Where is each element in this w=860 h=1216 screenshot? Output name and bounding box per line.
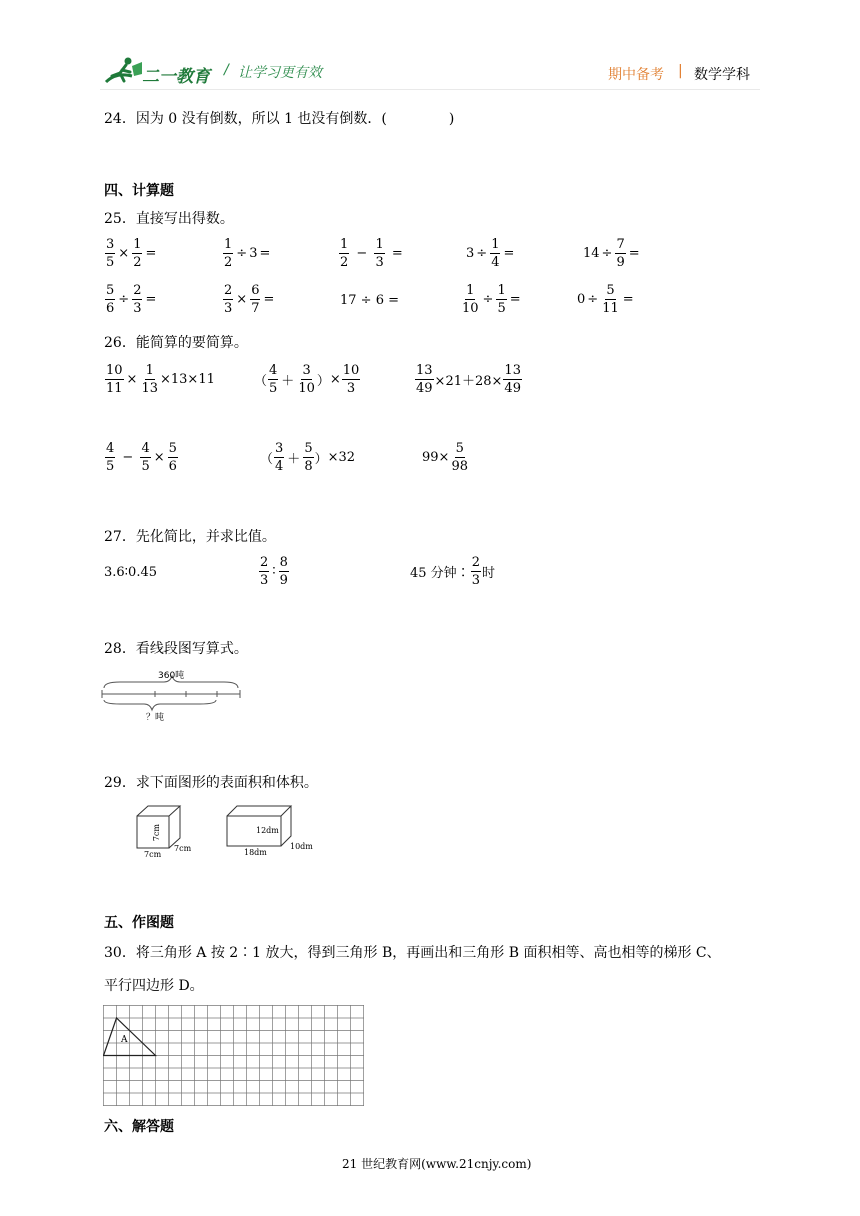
q27-expr-1: 3.6∶0.45: [104, 565, 158, 580]
runner-logo-icon: [102, 56, 144, 88]
box-figure: [224, 802, 324, 862]
question-30-line-1: 30．将三角形 A 按 2∶1 放大，得到三角形 B，再画出和三角形 B 面积相等、高也相等的梯形 C、: [104, 945, 721, 961]
q27-expr-3: 45 分钟∶ $\frac{2}{3}$ 时: [410, 555, 495, 588]
cube-front-label: 7cm: [144, 850, 162, 859]
box-height-label: 12dm: [256, 826, 279, 835]
cube-figure: [134, 802, 204, 862]
q25-expr-3: $\frac{1}{2}$ − $\frac{1}{3}$ =: [340, 237, 403, 270]
header-rule: [100, 89, 760, 90]
slogan: 让学习更有效: [238, 65, 322, 81]
question-24-text: 24．因为 0 没有倒数，所以 1 也没有倒数．(: [104, 111, 387, 127]
header: [100, 56, 760, 90]
logo-text: 二一教育: [142, 67, 210, 87]
q26-e1-tail: ×13×11: [160, 372, 215, 387]
q26-expr-5: （ $\frac{3}{4}$ ＋ $\frac{5}{8}$ ） ×32: [260, 441, 356, 474]
section-6-title: 六、解答题: [104, 1119, 174, 1135]
exam-tag: 期中备考: [608, 67, 664, 83]
question-27-title: 27．先化简比，并求比值。: [104, 529, 276, 545]
section-4-title: 四、计算题: [104, 183, 174, 199]
q27-e3-tail: 时: [481, 566, 495, 581]
q27-e3-head: 45 分钟∶: [410, 566, 470, 581]
question-28-title: 28．看线段图写算式。: [104, 641, 248, 657]
q25-expr-2: $\frac{1}{2}$ ÷ 3 =: [224, 237, 271, 270]
subject-label: 数学学科: [694, 67, 750, 83]
q25-expr-6: $\frac{5}{6}$ ÷ $\frac{2}{3}$ =: [106, 283, 157, 316]
header-divider: |: [678, 63, 683, 79]
question-30-line-2: 平行四边形 D。: [104, 978, 204, 994]
cube-side-label: 7cm: [174, 844, 192, 853]
q25-expr-4: 3 ÷ $\frac{1}{4}$ =: [466, 237, 515, 270]
diagram-top-label: 360吨: [158, 671, 185, 681]
cube-height-label: 7cm: [152, 824, 161, 842]
line-segment-diagram: [100, 668, 245, 724]
q25-expr-1: $\frac{3}{5}$ × $\frac{1}{2}$ =: [106, 237, 157, 270]
box-width-label: 10dm: [290, 842, 313, 851]
footer-text: 21 世纪教育网(www.21cnjy.com): [342, 1157, 532, 1171]
question-26-title: 26．能简算的要简算。: [104, 335, 248, 351]
q26-expr-3: $\frac{13}{49}$ ×21＋28× $\frac{13}{49}$: [416, 363, 521, 396]
question-24: [104, 108, 454, 128]
q25-expr-8: 17 ÷ 6 =: [340, 293, 399, 308]
slogan-divider: /: [224, 62, 229, 78]
q26-expr-2: （ $\frac{4}{5}$ ＋ $\frac{3}{10}$ ） × $\frac{10}{3}$: [254, 363, 360, 396]
q26-e3-mid: ×21＋28×: [434, 374, 503, 389]
box-length-label: 18dm: [244, 848, 267, 857]
q25-expr-5: 14 ÷ $\frac{7}{9}$ =: [583, 237, 640, 270]
q25-expr-10: 0 ÷ $\frac{5}{11}$ =: [577, 283, 634, 316]
question-29-title: 29．求下面图形的表面积和体积。: [104, 775, 318, 791]
question-25-title: 25．直接写出得数。: [104, 211, 234, 227]
drawing-grid[interactable]: [103, 1005, 364, 1107]
triangle-a-label: A: [121, 1035, 128, 1045]
q26-expr-1: $\frac{10}{11}$ × $\frac{1}{13}$ ×13×11: [106, 363, 215, 396]
q26-e6-head: 99×: [422, 450, 450, 465]
question-24-close: ): [448, 111, 455, 127]
q26-e2-tail: ×: [329, 372, 341, 387]
q26-expr-4: $\frac{4}{5}$ − $\frac{4}{5}$ × $\frac{5}{6}$: [106, 441, 177, 474]
diagram-bottom-label: ？吨: [146, 713, 165, 723]
q26-expr-6: 99× $\frac{5}{98}$: [422, 441, 468, 474]
q25-expr-7: $\frac{2}{3}$ × $\frac{6}{7}$ =: [224, 283, 275, 316]
q25-expr-9: $\frac{1}{10}$ ÷ $\frac{1}{5}$ =: [462, 283, 521, 316]
section-5-title: 五、作图题: [104, 915, 174, 931]
q26-e5-tail: ×32: [327, 450, 356, 465]
q27-expr-2: $\frac{2}{3}$ ∶ $\frac{8}{9}$: [260, 555, 288, 588]
